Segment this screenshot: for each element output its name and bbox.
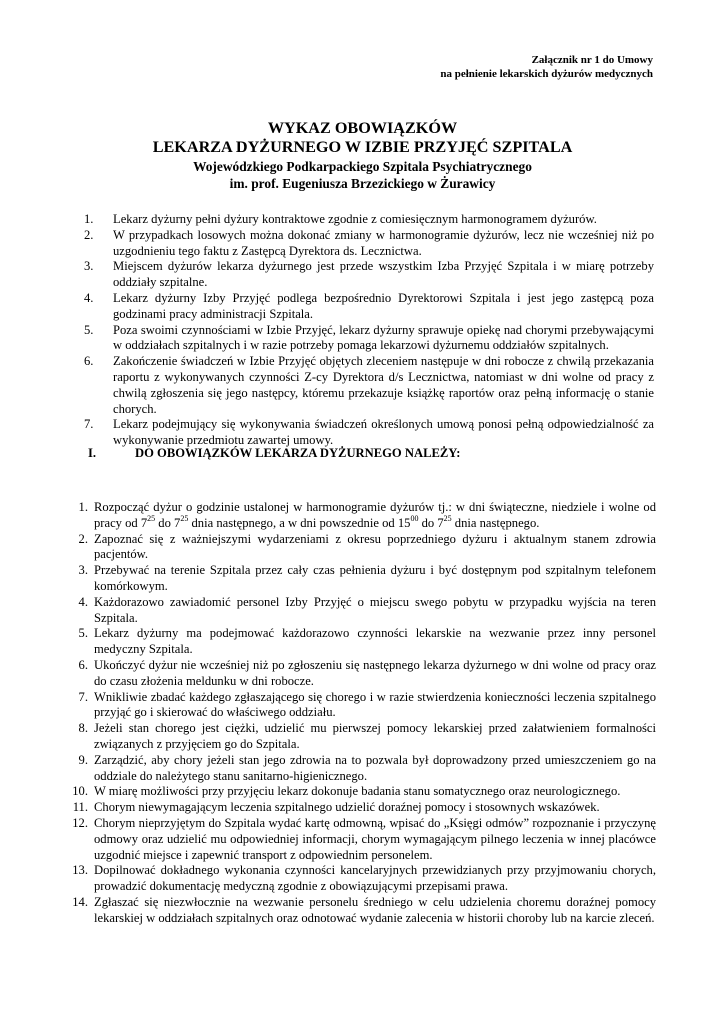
list-item xyxy=(66,784,656,800)
item-number: 3. xyxy=(84,259,94,274)
list-item xyxy=(84,259,654,291)
list-item xyxy=(66,816,656,863)
list-item xyxy=(66,532,656,564)
document-subtitle: LEKARZA DYŻURNEGO W IZBIE PRZYJĘĆ SZPITALA xyxy=(152,138,573,156)
list-item xyxy=(66,500,656,532)
item-text: Miejscem dyżurów lekarza dyżurnego jest przede wszystkim Izba Przyjęć Szpitala i w miarę potrzeby oddziały szpitalne. xyxy=(113,259,654,290)
list-item xyxy=(84,228,654,260)
list-item xyxy=(66,800,656,816)
annex-note xyxy=(440,53,653,81)
section-title: DO OBOWIĄZKÓW LEKARZA DYŻURNEGO NALEŻY: xyxy=(135,446,461,460)
item-number: 7. xyxy=(78,689,88,704)
item-text: W miarę możliwości przy przyjęciu lekarz dokonuje badania stanu somatycznego oraz neurologicznego. xyxy=(94,784,621,799)
item-number: 1. xyxy=(78,500,88,514)
item-number: 6. xyxy=(78,657,88,672)
item-text: Zarządzić, aby chory jeżeli stan jego zdrowia na to pozwala był doprowadzony przed umieszczeniem go na oddziale do należytego stanu sanitarno-higienicznego. xyxy=(94,752,656,783)
item-number: 8. xyxy=(78,721,88,736)
item-text: Ukończyć dyżur nie wcześniej niż po zgłoszeniu się następnego lekarza dyżurnego w dni wolne od pracy oraz do czasu złożenia meldunku w dni robocze. xyxy=(94,657,656,688)
item-text: Rozpocząć dyżur o godzinie ustalonej w harmonogramie dyżurów tj.: w dni świąteczne, niedziele i wolne od pracy od $7^{25}$ do $7^{25}$ dnia następnego, a w dni powszednie od $15^{00}$ do $7^{25}$ dnia następnego. xyxy=(94,500,656,530)
list-item xyxy=(84,354,654,417)
item-number: 14. xyxy=(72,894,88,909)
item-text: Chorym nieprzyjętym do Szpitala wydać kartę odmowną, wpisać do „Księgi odmów” rozpoznanie i przyczynę odmowy oraz udzielić mu odpowiedniej informacji, chorym wymagającym pilnego leczenia w innej placówce uzgodnić miejsce i zapewnić transport z odpowiednim personelem. xyxy=(94,815,656,862)
item-number: 3. xyxy=(78,563,88,578)
hospital-name: Wojewódzkiego Podkarpackiego Szpitala Psychiatrycznego xyxy=(193,159,532,174)
item-text: Każdorazowo zawiadomić personel Izby Przyjęć o miejscu swego pobytu w przypadku wyjścia na teren Szpitala. xyxy=(94,594,656,625)
item-number: 11. xyxy=(72,800,88,815)
list-item xyxy=(66,863,656,895)
item-number: 7. xyxy=(84,417,94,432)
item-text: Chorym niewymagającym leczenia szpitalnego udzielić doraźnej pomocy i stosownych wskazówek. xyxy=(94,800,600,815)
item-text: Lekarz dyżurny pełni dyżury kontraktowe zgodnie z comiesięcznym harmonogramem dyżurów. xyxy=(113,212,597,226)
list-item xyxy=(66,595,656,627)
list-item xyxy=(66,690,656,722)
item-number: 1. xyxy=(84,212,94,226)
list-item xyxy=(66,658,656,690)
item-text: Zgłaszać się niezwłocznie na wezwanie personelu średniego w celu udzielenia choremu doraźnej pomocy lekarskiej w oddziałach szpitalnych oraz odnotować wydanie zalecenia w historii choroby lub na karcie zleceń. xyxy=(94,894,656,925)
item-text: Lekarz dyżurny ma podejmować każdorazowo czynności lekarskie na wezwanie przez inny personel medyczny Szpitala. xyxy=(94,626,656,657)
document-title: WYKAZ OBOWIĄZKÓW xyxy=(267,119,458,137)
item-text: Zakończenie świadczeń w Izbie Przyjęć objętych zleceniem następuje w dni robocze z chwilą przekazania raportu z wykonywanych czynności Z-cy Dyrektora d/s Lecznictwa, natomiast w dni wolne od pracy z chwilą zgłoszenia się jego następcy, któremu przekazuje książkę raportów oraz pełną informację o stanie chorych. xyxy=(113,354,654,416)
list-item xyxy=(66,895,656,927)
list-item xyxy=(84,212,654,228)
hospital-patron: im. prof. Eugeniusza Brzezickiego w Żurawicy xyxy=(229,176,496,191)
item-number: 6. xyxy=(84,354,94,369)
item-text: Zapoznać się z ważniejszymi wydarzeniami z okresu poprzedniego dyżuru i aktualnym stanem zdrowia pacjentów. xyxy=(94,531,656,562)
item-text: Jeżeli stan chorego jest ciężki, udzielić mu pierwszej pomocy lekarskiej przed załatwieniem formalności związanych z przyjęciem go do Szpitala. xyxy=(94,721,656,751)
item-number: 4. xyxy=(84,290,94,305)
list-item xyxy=(84,291,654,323)
item-text: Lekarz dyżurny Izby Przyjęć podlega bezpośrednio Dyrektorowi Szpitala i jest jego zastępcą poza godzinami pracy administracji Szpitala. xyxy=(113,290,654,321)
item-number: 13. xyxy=(72,863,88,878)
item-number: 9. xyxy=(78,752,88,767)
item-text: Przebywać na terenie Szpitala przez cały czas pełnienia dyżuru i być dostępnym pod szpitalnym telefonem komórkowym. xyxy=(94,563,656,593)
duties-list xyxy=(66,500,656,927)
section-number: I. xyxy=(88,446,97,460)
list-item xyxy=(66,626,656,658)
item-number: 5. xyxy=(84,322,94,337)
list-item xyxy=(84,323,654,355)
item-number: 2. xyxy=(84,227,94,242)
item-number: 12. xyxy=(72,815,88,830)
item-text: Wnikliwie zbadać każdego zgłaszającego się chorego i w razie stwierdzenia konieczności leczenia szpitalnego przyjąć go i skierować do właściwego oddziału. xyxy=(94,689,656,720)
list-item xyxy=(66,563,656,595)
item-text: Poza swoimi czynnościami w Izbie Przyjęć, lekarz dyżurny sprawuje opiekę nad chorymi przebywającymi w oddziałach szpitalnych i w razie potrzeby pomaga lekarzowi dyżurnemu oddziałów szpitalnych. xyxy=(113,322,654,353)
item-text: W przypadkach losowych można dokonać zmiany w harmonogramie dyżurów, lecz nie wcześniej niż po uzgodnieniu tego faktu z Zastępcą Dyrektora ds. Lecznictwa. xyxy=(113,227,654,258)
annex-line-1: Załącznik nr 1 do Umowy xyxy=(531,54,653,66)
annex-line-2: na pełnienie lekarskich dyżurów medycznych xyxy=(440,68,653,80)
item-text: Lekarz podejmujący się wykonywania świadczeń określonych umową ponosi pełną odpowiedzialność za wykonywanie przedmiotu zawartej umowy. xyxy=(113,417,654,448)
item-number: 10. xyxy=(72,784,88,799)
item-number: 4. xyxy=(78,594,88,609)
item-number: 2. xyxy=(78,531,88,546)
list-item xyxy=(66,753,656,785)
item-number: 5. xyxy=(78,626,88,641)
general-rules-list xyxy=(84,212,654,449)
item-text: Dopilnować dokładnego wykonania czynności kancelaryjnych przewidzianych przy przyjmowaniu chorych, prowadzić dokumentację medyczną zgodnie z obowiązującymi przepisami prawa. xyxy=(94,863,656,894)
list-item xyxy=(66,721,656,753)
